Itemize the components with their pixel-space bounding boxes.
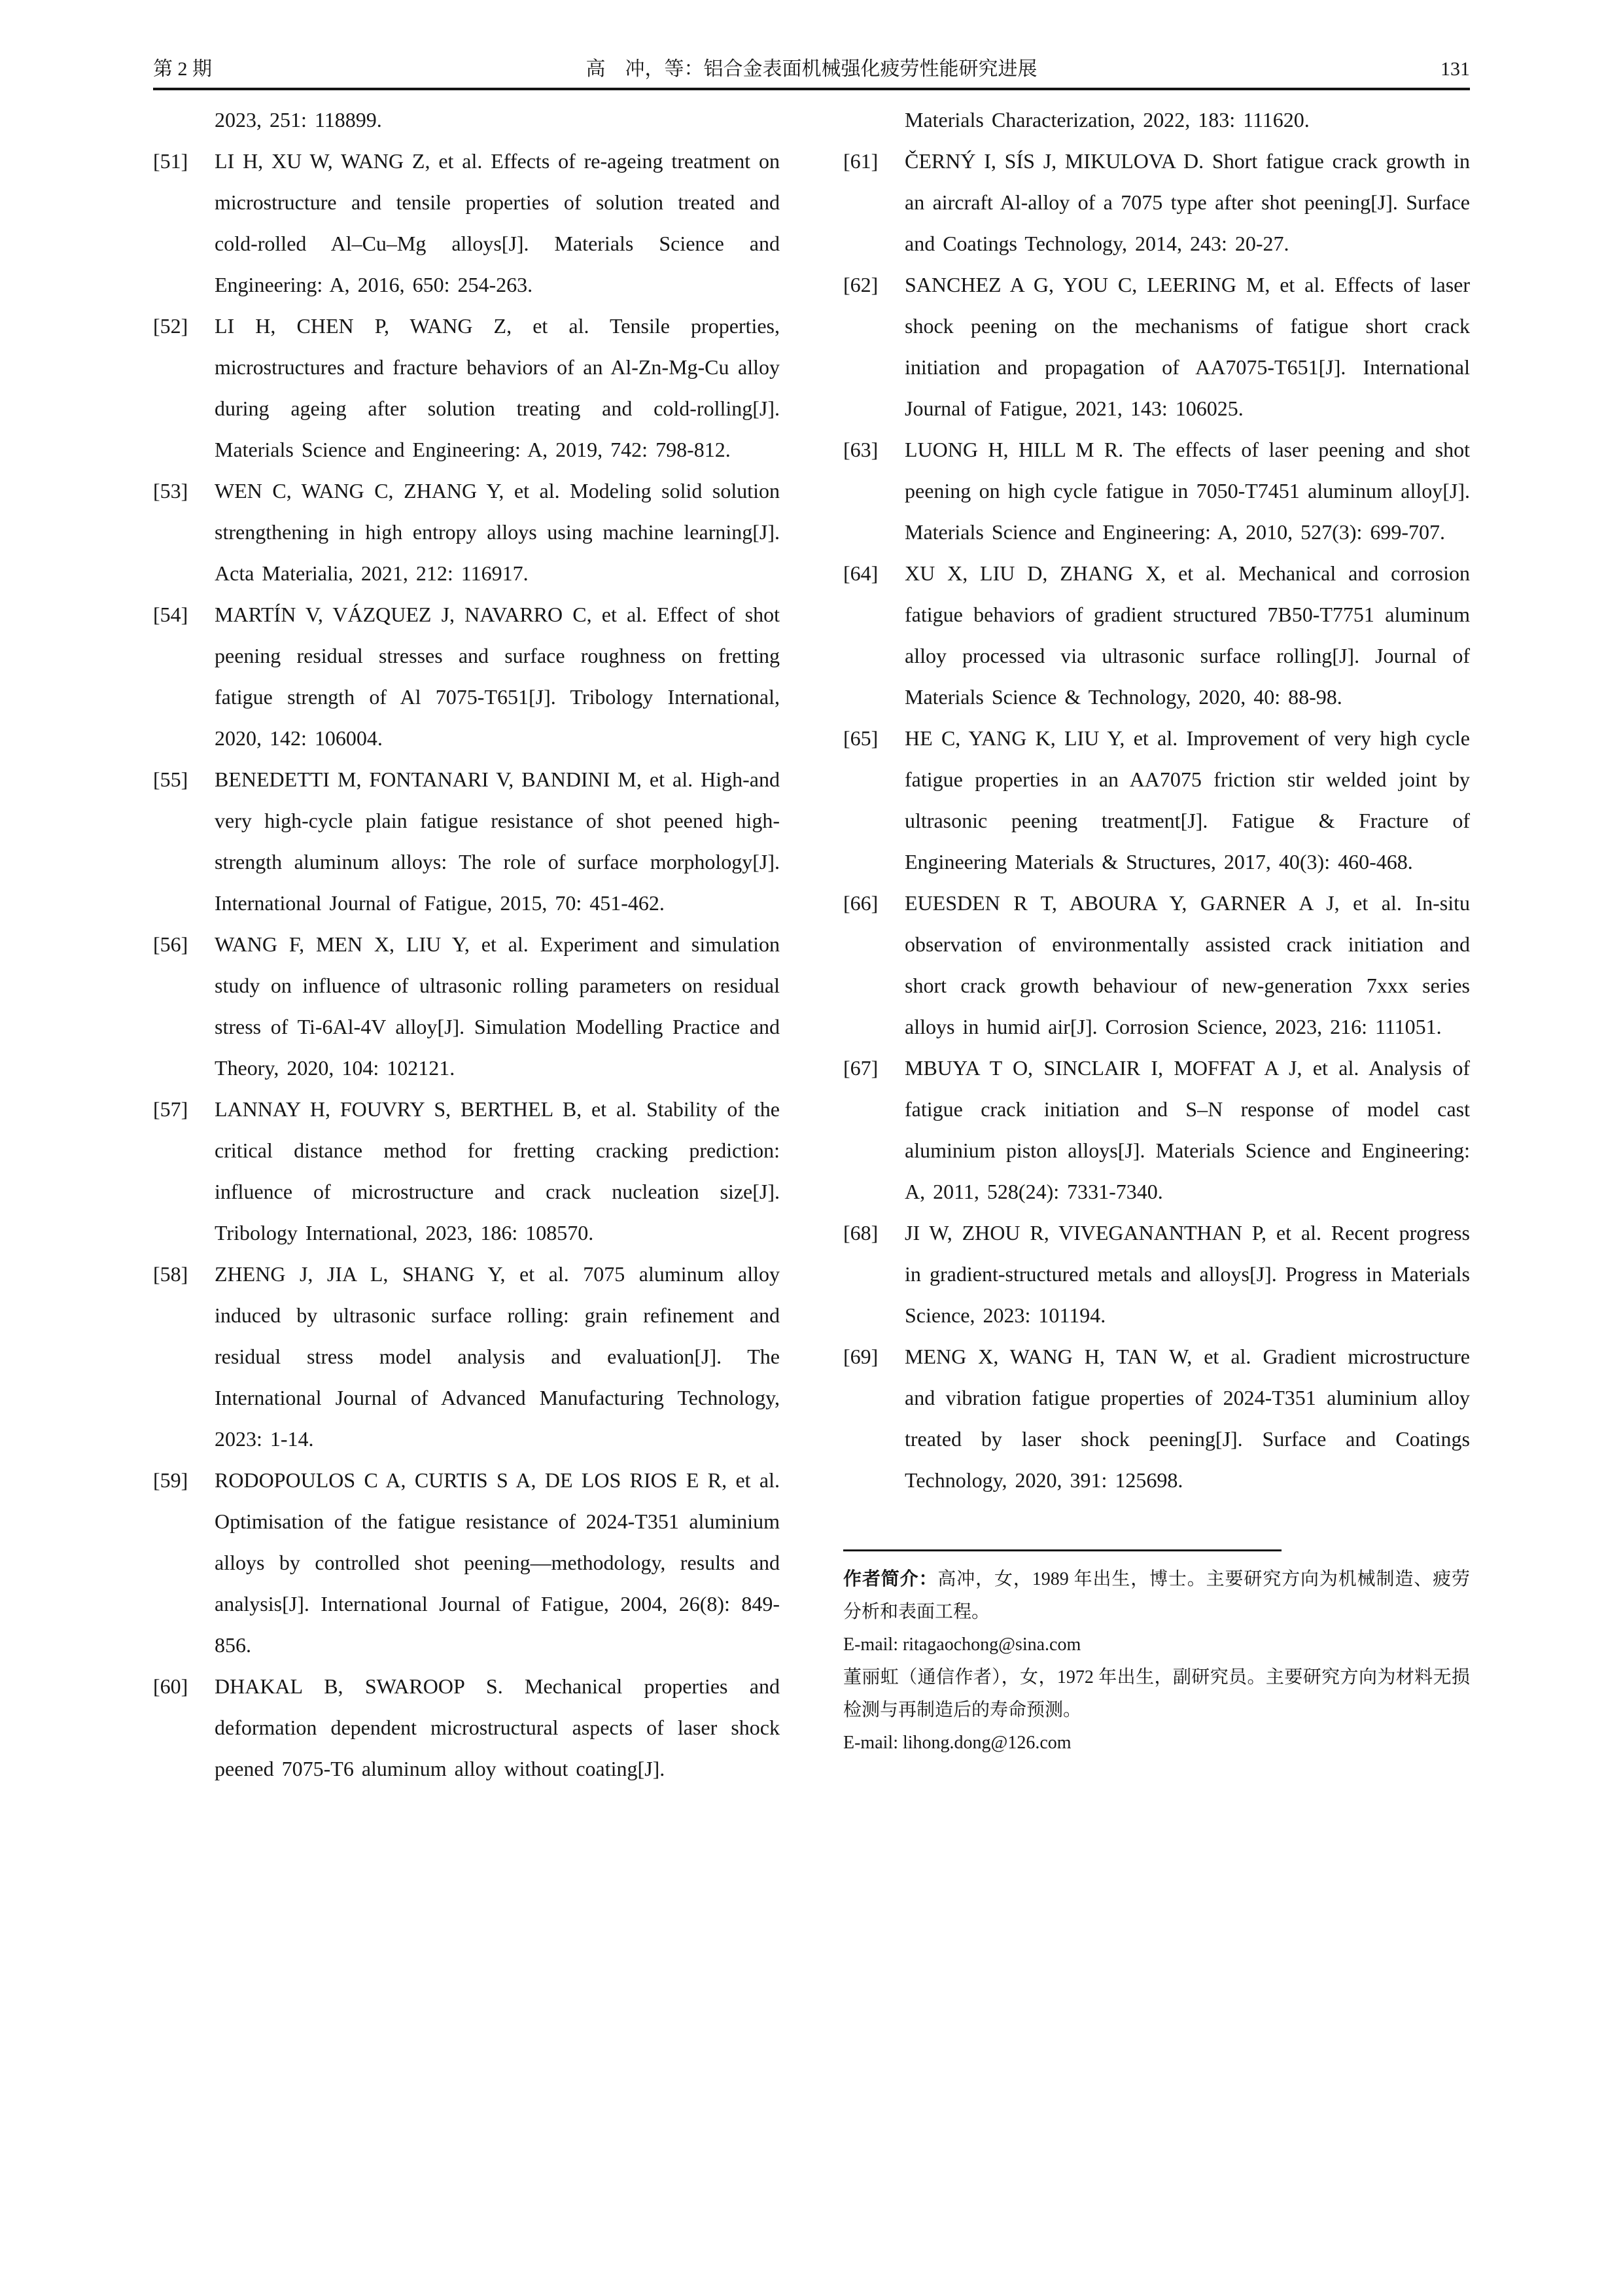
reference-text: XU X, LIU D, ZHANG X, et al. Mechanical and corrosion fatigue behaviors of gradient structured 7B50-T7751 aluminum alloy processed via ultrasonic surface rolling[J]. Journal of Materials Science & Technology, 2020, 40: 88-98. xyxy=(905,561,1470,709)
bio-text: 董丽虹（通信作者），女，1972 年出生，副研究员。主要研究方向为材料无损检测与再制造后的寿命预测。 xyxy=(843,1667,1470,1720)
reference-text: LI H, CHEN P, WANG Z, et al. Tensile properties, microstructures and fracture behaviors of an Al-Zn-Mg-Cu alloy during ageing after solution treating and cold-rolling[J]. Materials Science and Engineering: A, 2019, 742: 798-812. xyxy=(215,314,780,461)
page-header xyxy=(153,52,1470,81)
bio-divider xyxy=(843,1549,1282,1551)
reference-entry xyxy=(843,99,1470,141)
bio-label: 作者简介： xyxy=(843,1569,938,1589)
reference-text: Materials Characterization, 2022, 183: 111620. xyxy=(905,108,1310,132)
reference-text: ČERNÝ I, SÍS J, MIKULOVA D. Short fatigue crack growth in an aircraft Al-alloy of a 7075 type after shot peening[J]. Surface and Coatings Technology, 2014, 243: 20-27. xyxy=(905,149,1470,255)
reference-entry xyxy=(843,141,1470,264)
reference-entry xyxy=(843,553,1470,718)
reference-text: LUONG H, HILL M R. The effects of laser peening and shot peening on high cycle fatigue in 7050-T7451 aluminum alloy[J]. Materials Science and Engineering: A, 2010, 527(3): 699-707. xyxy=(905,438,1470,544)
reference-text: EUESDEN R T, ABOURA Y, GARNER A J, et al. In-situ observation of environmentally assisted crack initiation and short crack growth behaviour of new-generation 7xxx series alloys in humid air[J]. Corrosion Science, 2023, 216: 111051. xyxy=(905,891,1470,1038)
reference-number: [67] xyxy=(843,1056,879,1080)
reference-entry xyxy=(153,594,780,759)
reference-entry xyxy=(843,1336,1470,1501)
reference-text: LANNAY H, FOUVRY S, BERTHEL B, et al. Stability of the critical distance method for fretting cracking prediction: influence of microstructure and crack nucleation size[J]. Tribology International, 2023, 186: 108570. xyxy=(215,1097,780,1245)
reference-number: [52] xyxy=(153,314,188,338)
reference-text: BENEDETTI M, FONTANARI V, BANDINI M, et al. High-and very high-cycle plain fatigue resistance of shot peened high-strength aluminum alloys: The role of surface morphology[J]. International Journal of Fatigue, 2015, 70: 451-462. xyxy=(215,768,780,915)
reference-number: [58] xyxy=(153,1262,188,1286)
reference-entry xyxy=(153,141,780,306)
reference-entry xyxy=(843,883,1470,1048)
reference-text: WEN C, WANG C, ZHANG Y, et al. Modeling solid solution strengthening in high entropy alloys using machine learning[J]. Acta Materialia, 2021, 212: 116917. xyxy=(215,479,780,585)
header-issue: 第 2 期 xyxy=(153,58,212,80)
references-left-column xyxy=(153,99,780,1790)
bio-text: E-mail: ritagaochong@sina.com xyxy=(843,1634,1081,1655)
reference-number: [51] xyxy=(153,149,188,173)
reference-number: [62] xyxy=(843,273,879,296)
reference-entry xyxy=(153,470,780,594)
reference-text: HE C, YANG K, LIU Y, et al. Improvement of very high cycle fatigue properties in an AA7075 friction stir welded joint by ultrasonic peening treatment[J]. Fatigue & Fracture of Engineering Materials & Structures, 2017, 40(3): 460-468. xyxy=(905,726,1470,874)
reference-text: JI W, ZHOU R, VIVEGANANTHAN P, et al. Recent progress in gradient-structured metals and alloys[J]. Progress in Materials Science, 2023: 101194. xyxy=(905,1221,1470,1327)
reference-number: [64] xyxy=(843,561,879,585)
bio-text: 高冲，女，1989 年出生，博士。主要研究方向为机械制造、疲劳分析和表面工程。 xyxy=(843,1569,1470,1622)
header-page-number: 131 xyxy=(1440,58,1470,80)
header-divider xyxy=(153,88,1470,90)
reference-number: [69] xyxy=(843,1345,879,1368)
reference-text: MBUYA T O, SINCLAIR I, MOFFAT A J, et al. Analysis of fatigue crack initiation and S–N response of model cast aluminium piston alloys[J]. Materials Science and Engineering: A, 2011, 528(24): 7331-7340. xyxy=(905,1056,1470,1203)
reference-text: ZHENG J, JIA L, SHANG Y, et al. 7075 aluminum alloy induced by ultrasonic surface rolling: grain refinement and residual stress model analysis and evaluation[J]. The International Journal of Advanced Manufacturing Technology, 2023: 1-14. xyxy=(215,1262,780,1451)
bio-line xyxy=(843,1563,1470,1629)
bio-text: E-mail: lihong.dong@126.com xyxy=(843,1733,1072,1753)
reference-entry xyxy=(843,1048,1470,1212)
references-section xyxy=(153,99,1470,1790)
reference-text: WANG F, MEN X, LIU Y, et al. Experiment and simulation study on influence of ultrasonic rolling parameters on residual stress of Ti-6Al-4V alloy[J]. Simulation Modelling Practice and Theory, 2020, 104: 102121. xyxy=(215,932,780,1080)
reference-number: [53] xyxy=(153,479,188,503)
reference-entry xyxy=(843,1212,1470,1336)
reference-entry xyxy=(153,99,780,141)
reference-number: [63] xyxy=(843,438,879,461)
reference-entry xyxy=(843,429,1470,553)
references-right-column xyxy=(843,99,1470,1790)
reference-text: MENG X, WANG H, TAN W, et al. Gradient microstructure and vibration fatigue properties of 2024-T351 aluminium alloy treated by laser shock peening[J]. Surface and Coatings Technology, 2020, 391: 125698. xyxy=(905,1345,1470,1492)
bio-line xyxy=(843,1661,1470,1727)
reference-number: [68] xyxy=(843,1221,879,1245)
reference-entry xyxy=(153,1089,780,1254)
reference-entry xyxy=(153,306,780,470)
reference-number: [59] xyxy=(153,1468,188,1492)
bio-line xyxy=(843,1727,1470,1759)
reference-number: [66] xyxy=(843,891,879,915)
bio-line xyxy=(843,1629,1470,1661)
reference-number: [65] xyxy=(843,726,879,750)
reference-entry xyxy=(153,1460,780,1666)
reference-number: [60] xyxy=(153,1674,188,1698)
reference-number: [56] xyxy=(153,932,188,956)
reference-number: [57] xyxy=(153,1097,188,1121)
reference-text: DHAKAL B, SWAROOP S. Mechanical properties and deformation dependent microstructural aspects of laser shock peened 7075-T6 aluminum alloy without coating[J]. xyxy=(215,1674,780,1780)
reference-number: [61] xyxy=(843,149,879,173)
header-running-title: 高 冲，等：铝合金表面机械强化疲劳性能研究进展 xyxy=(585,58,1038,80)
reference-entry xyxy=(843,264,1470,429)
reference-number: [55] xyxy=(153,768,188,791)
reference-text: MARTÍN V, VÁZQUEZ J, NAVARRO C, et al. Effect of shot peening residual stresses and surface roughness on fretting fatigue strength of Al 7075-T651[J]. Tribology International, 2020, 142: 106004. xyxy=(215,603,780,750)
reference-number: [54] xyxy=(153,603,188,626)
reference-text: 2023, 251: 118899. xyxy=(215,108,382,132)
reference-text: LI H, XU W, WANG Z, et al. Effects of re-ageing treatment on microstructure and tensile properties of solution treated and cold-rolled Al–Cu–Mg alloys[J]. Materials Science and Engineering: A, 2016, 650: 254-263. xyxy=(215,149,780,296)
reference-entry xyxy=(843,718,1470,883)
author-bio xyxy=(843,1549,1470,1759)
reference-text: RODOPOULOS C A, CURTIS S A, DE LOS RIOS E R, et al. Optimisation of the fatigue resistance of 2024-T351 aluminium alloys by controlled shot peening—methodology, results and analysis[J]. International Journal of Fatigue, 2004, 26(8): 849-856. xyxy=(215,1468,780,1657)
reference-entry xyxy=(153,759,780,924)
reference-entry xyxy=(153,924,780,1089)
reference-text: SANCHEZ A G, YOU C, LEERING M, et al. Effects of laser shock peening on the mechanisms of fatigue short crack initiation and propagation of AA7075-T651[J]. International Journal of Fatigue, 2021, 143: 106025. xyxy=(905,273,1470,420)
reference-entry xyxy=(153,1254,780,1460)
reference-entry xyxy=(153,1666,780,1790)
